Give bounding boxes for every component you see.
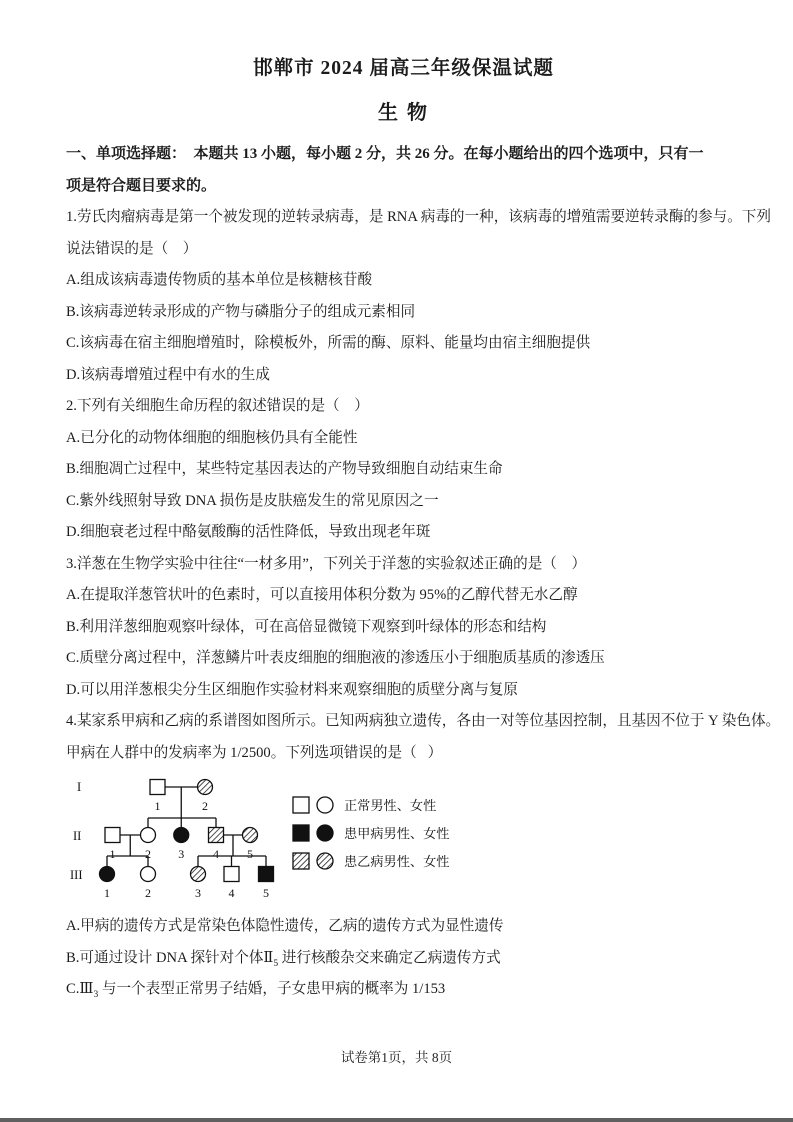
q2-option-a: A.已分化的动物体细胞的细胞核仍具有全能性 [66, 429, 358, 446]
pedigree-connectors [107, 787, 266, 867]
pedigree-I1-normal-male [150, 780, 165, 795]
pedigree-III1-number: 1 [104, 886, 110, 900]
q4-option-b [66, 943, 741, 975]
legend-diseaseB-label: 患乙病男性、女性 [344, 854, 450, 869]
pedigree-II1-number: 1 [109, 847, 116, 861]
pedigree-III2-normal-female [141, 867, 156, 882]
subject-title: 生 物 [378, 102, 429, 124]
q4-option-b-prefix: B.可通过设计 DNA 探针对个体Ⅱ [66, 949, 274, 966]
q2-option-b: B.细胞凋亡过程中，某些特定基因表达的产物导致细胞自动结束生命 [66, 461, 503, 477]
pedigree-II5-diseaseB-female [243, 828, 258, 843]
pedigree-II5-number: 5 [247, 847, 253, 861]
q3-stem: 3.洋葱在生物学实验中往往“一材多用”，下列关于洋葱的实验叙述正确的是（ ） [66, 555, 587, 572]
pedigree-svg [68, 770, 518, 910]
pedigree-II4-number: 4 [213, 847, 219, 861]
pedigree-diagram [68, 770, 741, 910]
pedigree-I2-diseaseB-female [198, 780, 213, 795]
legend-diseaseA-male-icon [293, 825, 309, 841]
pedigree-III3-diseaseB-female [191, 867, 206, 882]
bottom-scrollbar [0, 1118, 793, 1122]
q4-option-c [66, 974, 741, 1006]
pedigree-II3-number: 3 [178, 847, 185, 861]
pedigree-legend [293, 797, 450, 869]
q4-option-c-prefix: C.Ⅲ [66, 981, 94, 997]
legend-diseaseA-female-icon [317, 825, 333, 841]
generation-label-II: II [73, 829, 82, 843]
q2-option-c: C.紫外线照射导致 DNA 损伤是皮肤癌发生的常见原因之一 [66, 492, 439, 509]
pedigree-III5-number: 5 [263, 886, 269, 900]
q1-option-c: C.该病毒在宿主细胞增殖时，除模板外，所需的酶、原料、能量均由宿主细胞提供 [66, 335, 591, 351]
pedigree-II3-diseaseA-female [174, 828, 189, 843]
q3-option-b: B.利用洋葱细胞观察叶绿体，可在高倍显微镜下观察到叶绿体的形态和结构 [66, 618, 547, 635]
pedigree-II2-number: 2 [145, 847, 151, 861]
q4-option-c-suffix: 与一个表型正常男子结婚，子女患甲病的概率为 1/153 [98, 981, 446, 997]
pedigree-III1-diseaseA-female [100, 867, 115, 882]
pedigree-I2-number: 2 [202, 799, 208, 813]
q4-stem-line2: 甲病在人群中的发病率为 1/2500。下列选项错误的是（ ） [66, 744, 443, 761]
legend-normal-female-icon [317, 797, 333, 813]
q1-option-a: A.组成该病毒遗传物质的基本单位是核糖核苷酸 [66, 272, 373, 288]
page-number-footer: 试卷第1页，共 8页 [340, 1050, 453, 1065]
legend-normal-label: 正常男性、女性 [344, 798, 437, 813]
pedigree-II1-normal-male [105, 828, 120, 843]
q1-stem-line2: 说法错误的是（ ） [66, 240, 198, 257]
q3-option-a: A.在提取洋葱管状叶的色素时，可以直接用体积分数为 95%的乙醇代替无水乙醇 [66, 587, 578, 603]
pedigree-I1-number: 1 [154, 799, 161, 813]
q1-option-d: D.该病毒增殖过程中有水的生成 [66, 366, 270, 383]
pedigree-II2-normal-female [141, 828, 156, 843]
section-header-line2: 项是符合题目要求的。 [66, 177, 217, 194]
q1-stem-line1: 1.劳氏肉瘤病毒是第一个被发现的逆转录病毒，是 RNA 病毒的一种，该病毒的增殖需要逆转录酶的参与。下列 [66, 209, 771, 225]
q2-stem: 2.下列有关细胞生命历程的叙述错误的是（ ） [66, 398, 369, 414]
pedigree-III4-normal-male [224, 867, 239, 882]
q4-option-b-suffix: 进行核酸杂交来确定乙病遗传方式 [278, 949, 501, 966]
q2-option-d: D.细胞衰老过程中酪氨酸酶的活性降低，导致出现老年斑 [66, 524, 431, 540]
section-header-line1: 一、单项选择题： 本题共 13 小题，每小题 2 分，共 26 分。在每小题给出的四个选项中，只有一 [66, 146, 704, 162]
pedigree-III3-number: 3 [195, 886, 201, 900]
legend-diseaseB-male-icon [293, 853, 309, 869]
pedigree-III5-diseaseA-male [259, 867, 274, 882]
q4-option-b-subscript: 5 [273, 958, 279, 969]
q3-option-d: D.可以用洋葱根尖分生区细胞作实验材料来观察细胞的质壁分离与复原 [66, 681, 519, 698]
section-header [66, 139, 741, 202]
q4-option-a: A.甲病的遗传方式是常染色体隐性遗传，乙病的遗传方式为显性遗传 [66, 918, 504, 934]
generation-label-I: I [77, 780, 82, 794]
q4-option-c-subscript: 3 [93, 989, 99, 1000]
generation-label-III: III [70, 868, 83, 882]
page-title: 邯郸市 2024 届高三年级保温试题 [253, 58, 554, 79]
legend-normal-male-icon [293, 797, 309, 813]
legend-diseaseA-label: 患甲病男性、女性 [344, 826, 450, 841]
q4-stem-line1: 4.某家系甲病和乙病的系谱图如图所示。已知两病独立遗传，各由一对等位基因控制，且基因不位于 Y 染色体。 [66, 713, 781, 729]
legend-diseaseB-female-icon [317, 853, 333, 869]
q3-option-c: C.质壁分离过程中，洋葱鳞片叶表皮细胞的细胞液的渗透压小于细胞质基质的渗透压 [66, 650, 605, 666]
pedigree-III2-number: 2 [145, 886, 151, 900]
pedigree-III4-number: 4 [228, 886, 235, 900]
pedigree-II4-diseaseB-male [209, 828, 224, 843]
q1-option-b: B.该病毒逆转录形成的产物与磷脂分子的组成元素相同 [66, 303, 416, 320]
